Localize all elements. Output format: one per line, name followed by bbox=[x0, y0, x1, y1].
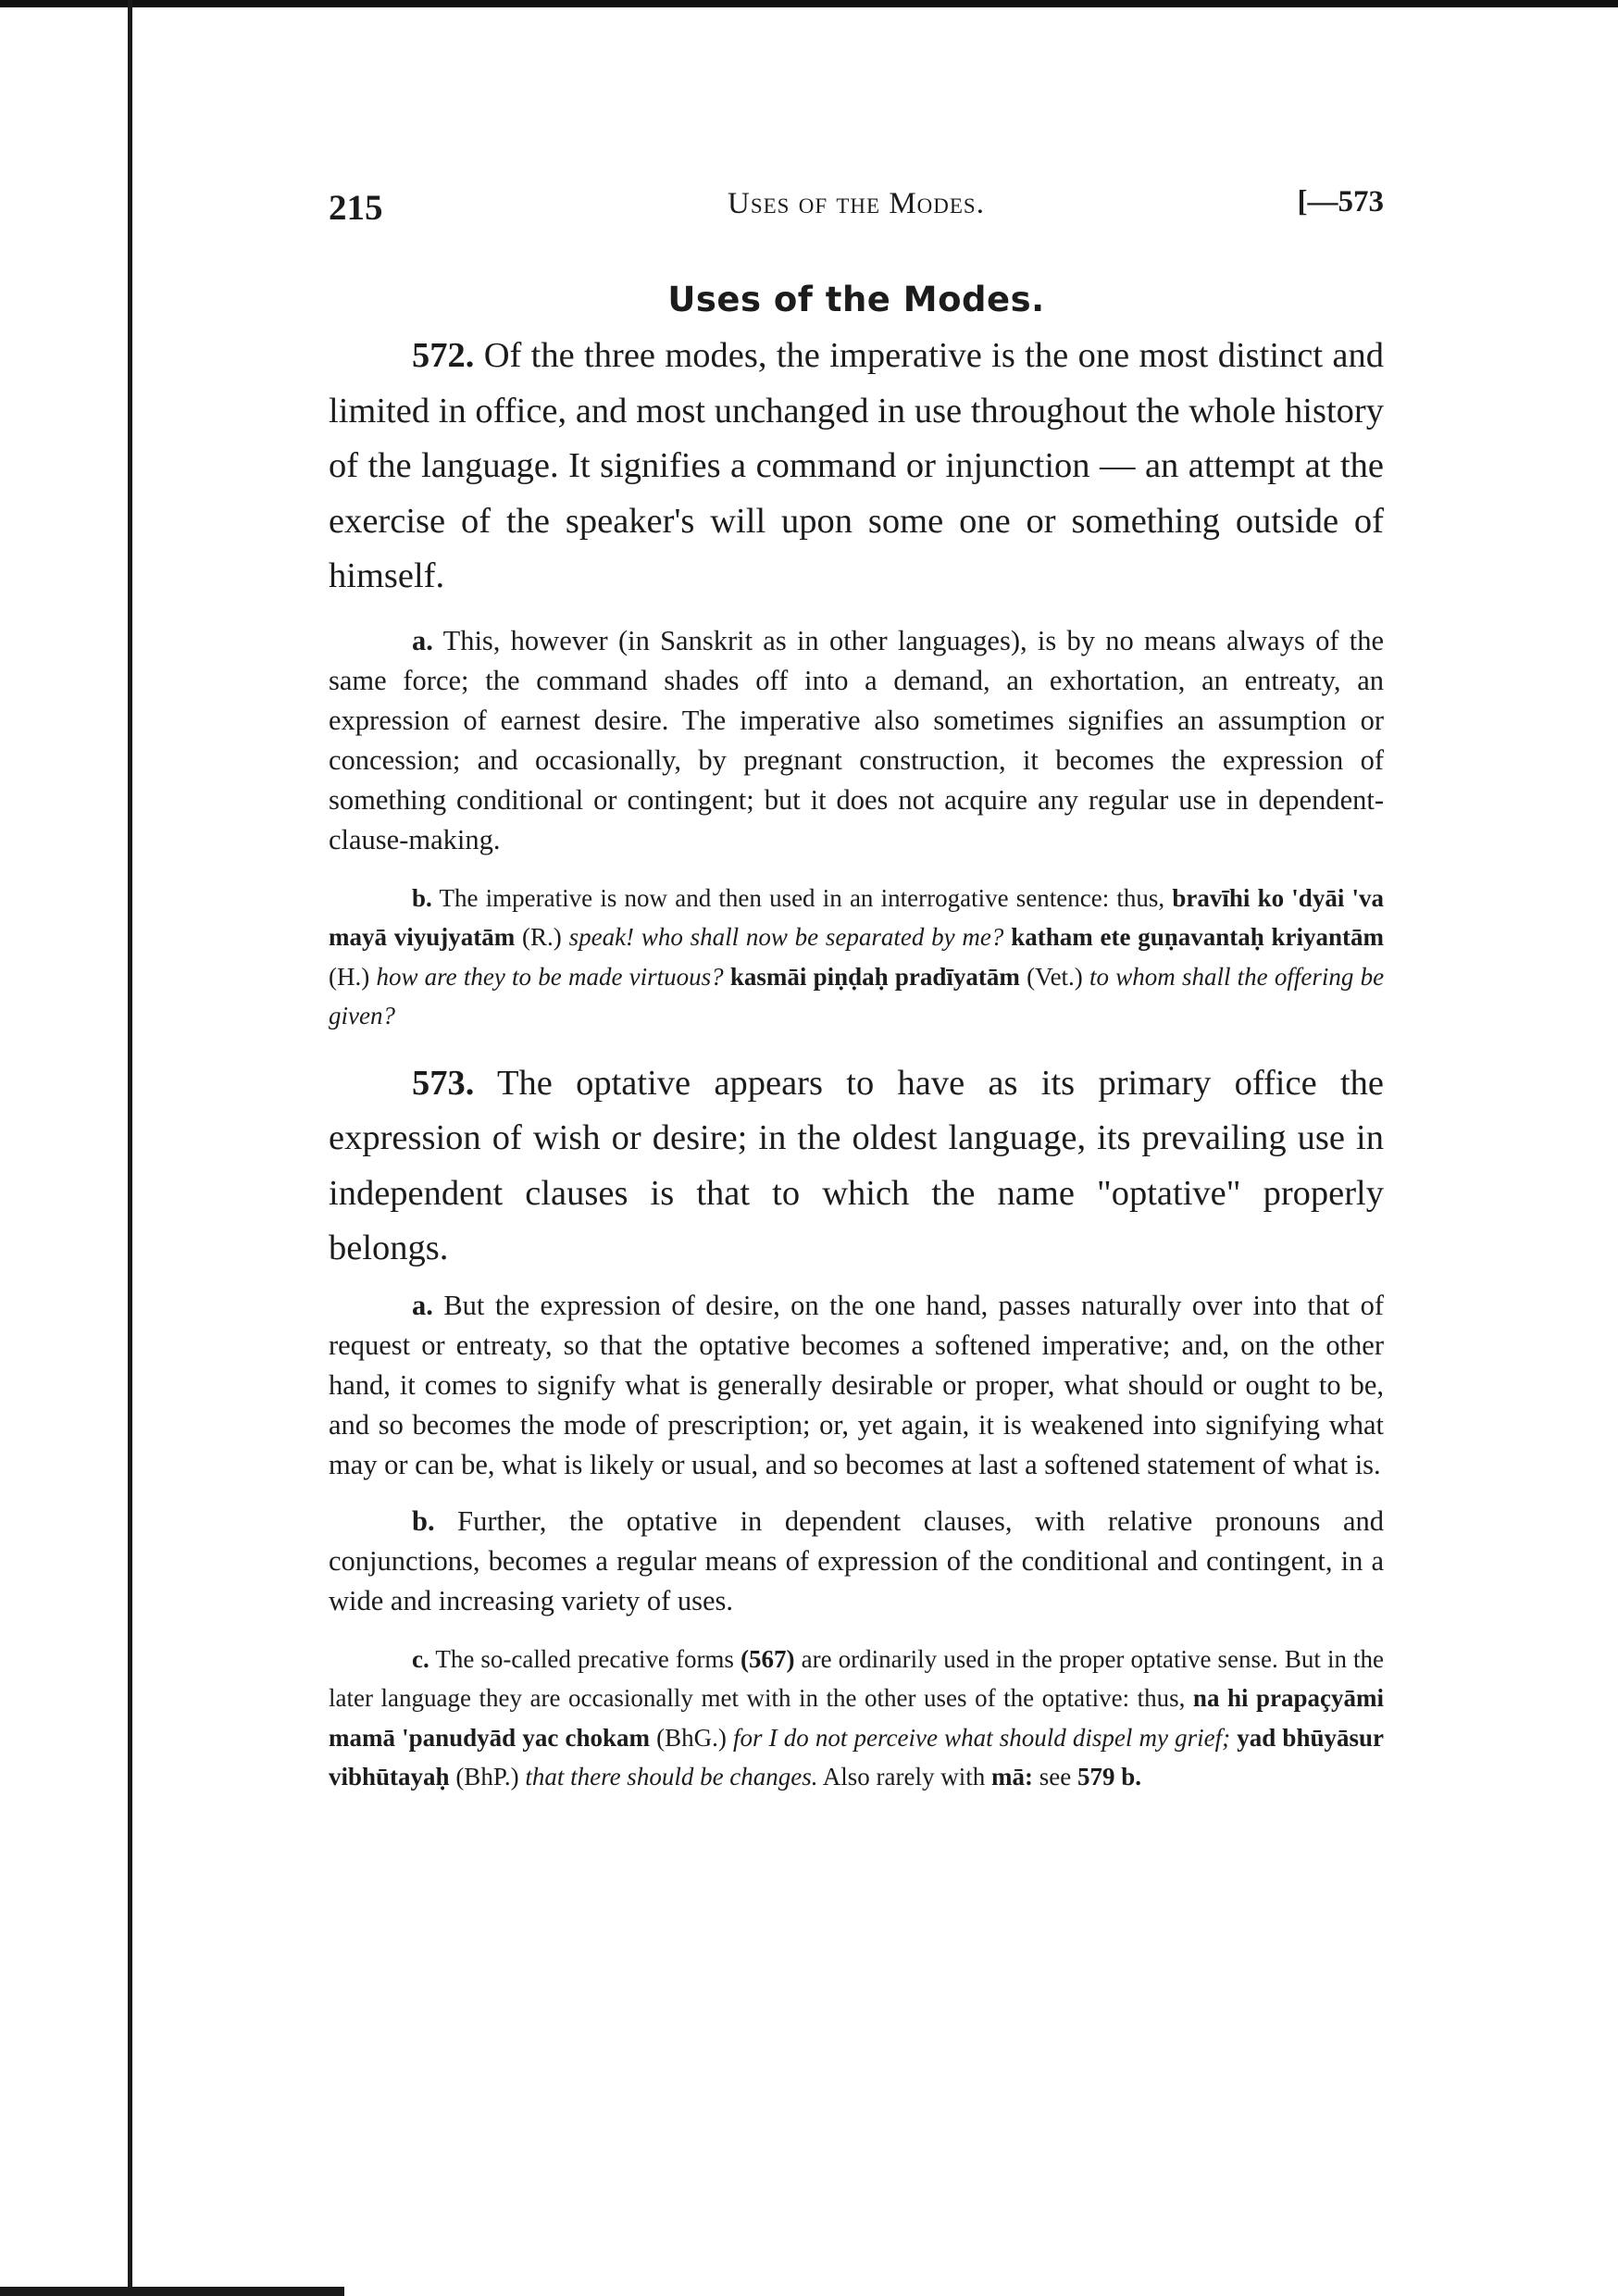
sanskrit-example: mā: bbox=[991, 1763, 1033, 1791]
subparagraph-text: The so-called precative forms bbox=[435, 1644, 734, 1673]
translation: that there should be changes. bbox=[525, 1763, 818, 1791]
section-title: Uses of the Modes. bbox=[667, 280, 1045, 319]
subparagraph-text: Further, the optative in dependent clauses, with relative pronouns and conjunctions, becomes a regular means of expression of the conditional and contingent, in a wide and increasing variety of uses. bbox=[329, 1504, 1385, 1616]
source-citation: (R.) bbox=[522, 923, 562, 951]
subparagraph-label: b. bbox=[412, 1504, 435, 1537]
translation: speak! who shall now be separated by me? bbox=[568, 923, 1004, 951]
page-number: 215 bbox=[329, 188, 383, 228]
source-citation: (Vet.) bbox=[1027, 962, 1083, 991]
paragraph-572a bbox=[329, 621, 1384, 860]
sanskrit-example: katham ete guṇavantaḥ kriyantām bbox=[1011, 923, 1385, 951]
source-citation: (BhP.) bbox=[455, 1763, 519, 1791]
sanskrit-example: kasmāi piṇḍaḥ pradīyatām bbox=[729, 962, 1020, 991]
cross-reference: 579 b. bbox=[1077, 1763, 1142, 1791]
paragraph-573 bbox=[329, 1056, 1384, 1277]
paragraph-573c bbox=[329, 1640, 1384, 1797]
paragraph-572 bbox=[329, 329, 1384, 605]
sanskrit-example: bravīhi ko 'dyāi 'va mayā viyujyatām bbox=[329, 883, 1385, 951]
paragraph-573a bbox=[329, 1286, 1384, 1485]
subparagraph-text: But the expression of desire, on the one hand, passes naturally over into that of request or entreaty, so that the optative becomes a softened imperative; and, on the other hand, it comes to signify what is generally desirable or proper, what should or ought to be, and so becomes the mode of prescription; or, yet again, it is weakened into signifying what may or can be, what is likely or usual, and so becomes at last a softened statement of what is. bbox=[329, 1289, 1385, 1480]
source-citation: (H.) bbox=[329, 962, 370, 991]
paragraph-number: 572. bbox=[412, 336, 475, 375]
sanskrit-example: na hi prapaçyāmi mamā 'panudyād yac chokam bbox=[329, 1684, 1385, 1752]
paragraph-text: The optative appears to have as its primary office the expression of wish or desire; in the oldest language, its prevailing use in independent clauses is that to which the name "optative" properly belongs. bbox=[329, 1063, 1384, 1267]
scan-bottom-edge bbox=[0, 2287, 344, 2296]
cross-reference: (567) bbox=[741, 1644, 795, 1673]
translation: for I do not perceive what should dispel my grief; bbox=[733, 1723, 1231, 1752]
paragraph-572b bbox=[329, 879, 1384, 1036]
subparagraph-text: see bbox=[1039, 1763, 1072, 1791]
translation: to whom shall the offering be given? bbox=[329, 962, 1385, 1029]
running-title: Uses of the Modes. bbox=[728, 187, 985, 220]
subparagraph-text: Also rarely with bbox=[822, 1763, 986, 1791]
sanskrit-example: yad bhūyāsur vibhūtayaḥ bbox=[329, 1723, 1384, 1791]
translation: how are they to be made virtuous? bbox=[376, 962, 724, 991]
subparagraph-label: b. bbox=[412, 883, 432, 912]
subparagraph-label: a. bbox=[412, 624, 433, 656]
paragraph-text: Of the three modes, the imperative is the one most distinct and limited in office, and most unchanged in use throughout the whole history of the language. It signifies a command or injunction — an attempt at the exercise of the speaker's will upon some one or something outside of himself. bbox=[329, 336, 1384, 595]
paragraph-573b bbox=[329, 1502, 1384, 1621]
subparagraph-label: a. bbox=[412, 1289, 433, 1321]
paragraph-number: 573. bbox=[412, 1063, 475, 1103]
scan-top-edge bbox=[0, 0, 1618, 7]
subparagraph-text: This, however (in Sanskrit as in other languages), is by no means always of the same force; the command shades off into a demand, an exhortation, an entreaty, an expression of earnest desire. The imperative also sometimes signifies an assumption or concession; and occasionally, by pregnant construction, it becomes the expression of something conditional or contingent; but it does not acquire any regular use in dependent-clause-making. bbox=[329, 624, 1384, 855]
source-citation: (BhG.) bbox=[656, 1723, 727, 1752]
section-reference: [—573 bbox=[1297, 185, 1384, 218]
running-header bbox=[329, 176, 1384, 231]
subparagraph-label: c. bbox=[412, 1644, 429, 1673]
subparagraph-text: The imperative is now and then used in an interrogative sentence: thus, bbox=[439, 883, 1165, 912]
subparagraph-text: are ordinarily used in the proper optative sense. But in the later language they are occasionally met with in the other uses of the optative: thus, bbox=[329, 1644, 1385, 1712]
scan-binding-edge bbox=[128, 0, 132, 2296]
book-page bbox=[329, 176, 1384, 1797]
